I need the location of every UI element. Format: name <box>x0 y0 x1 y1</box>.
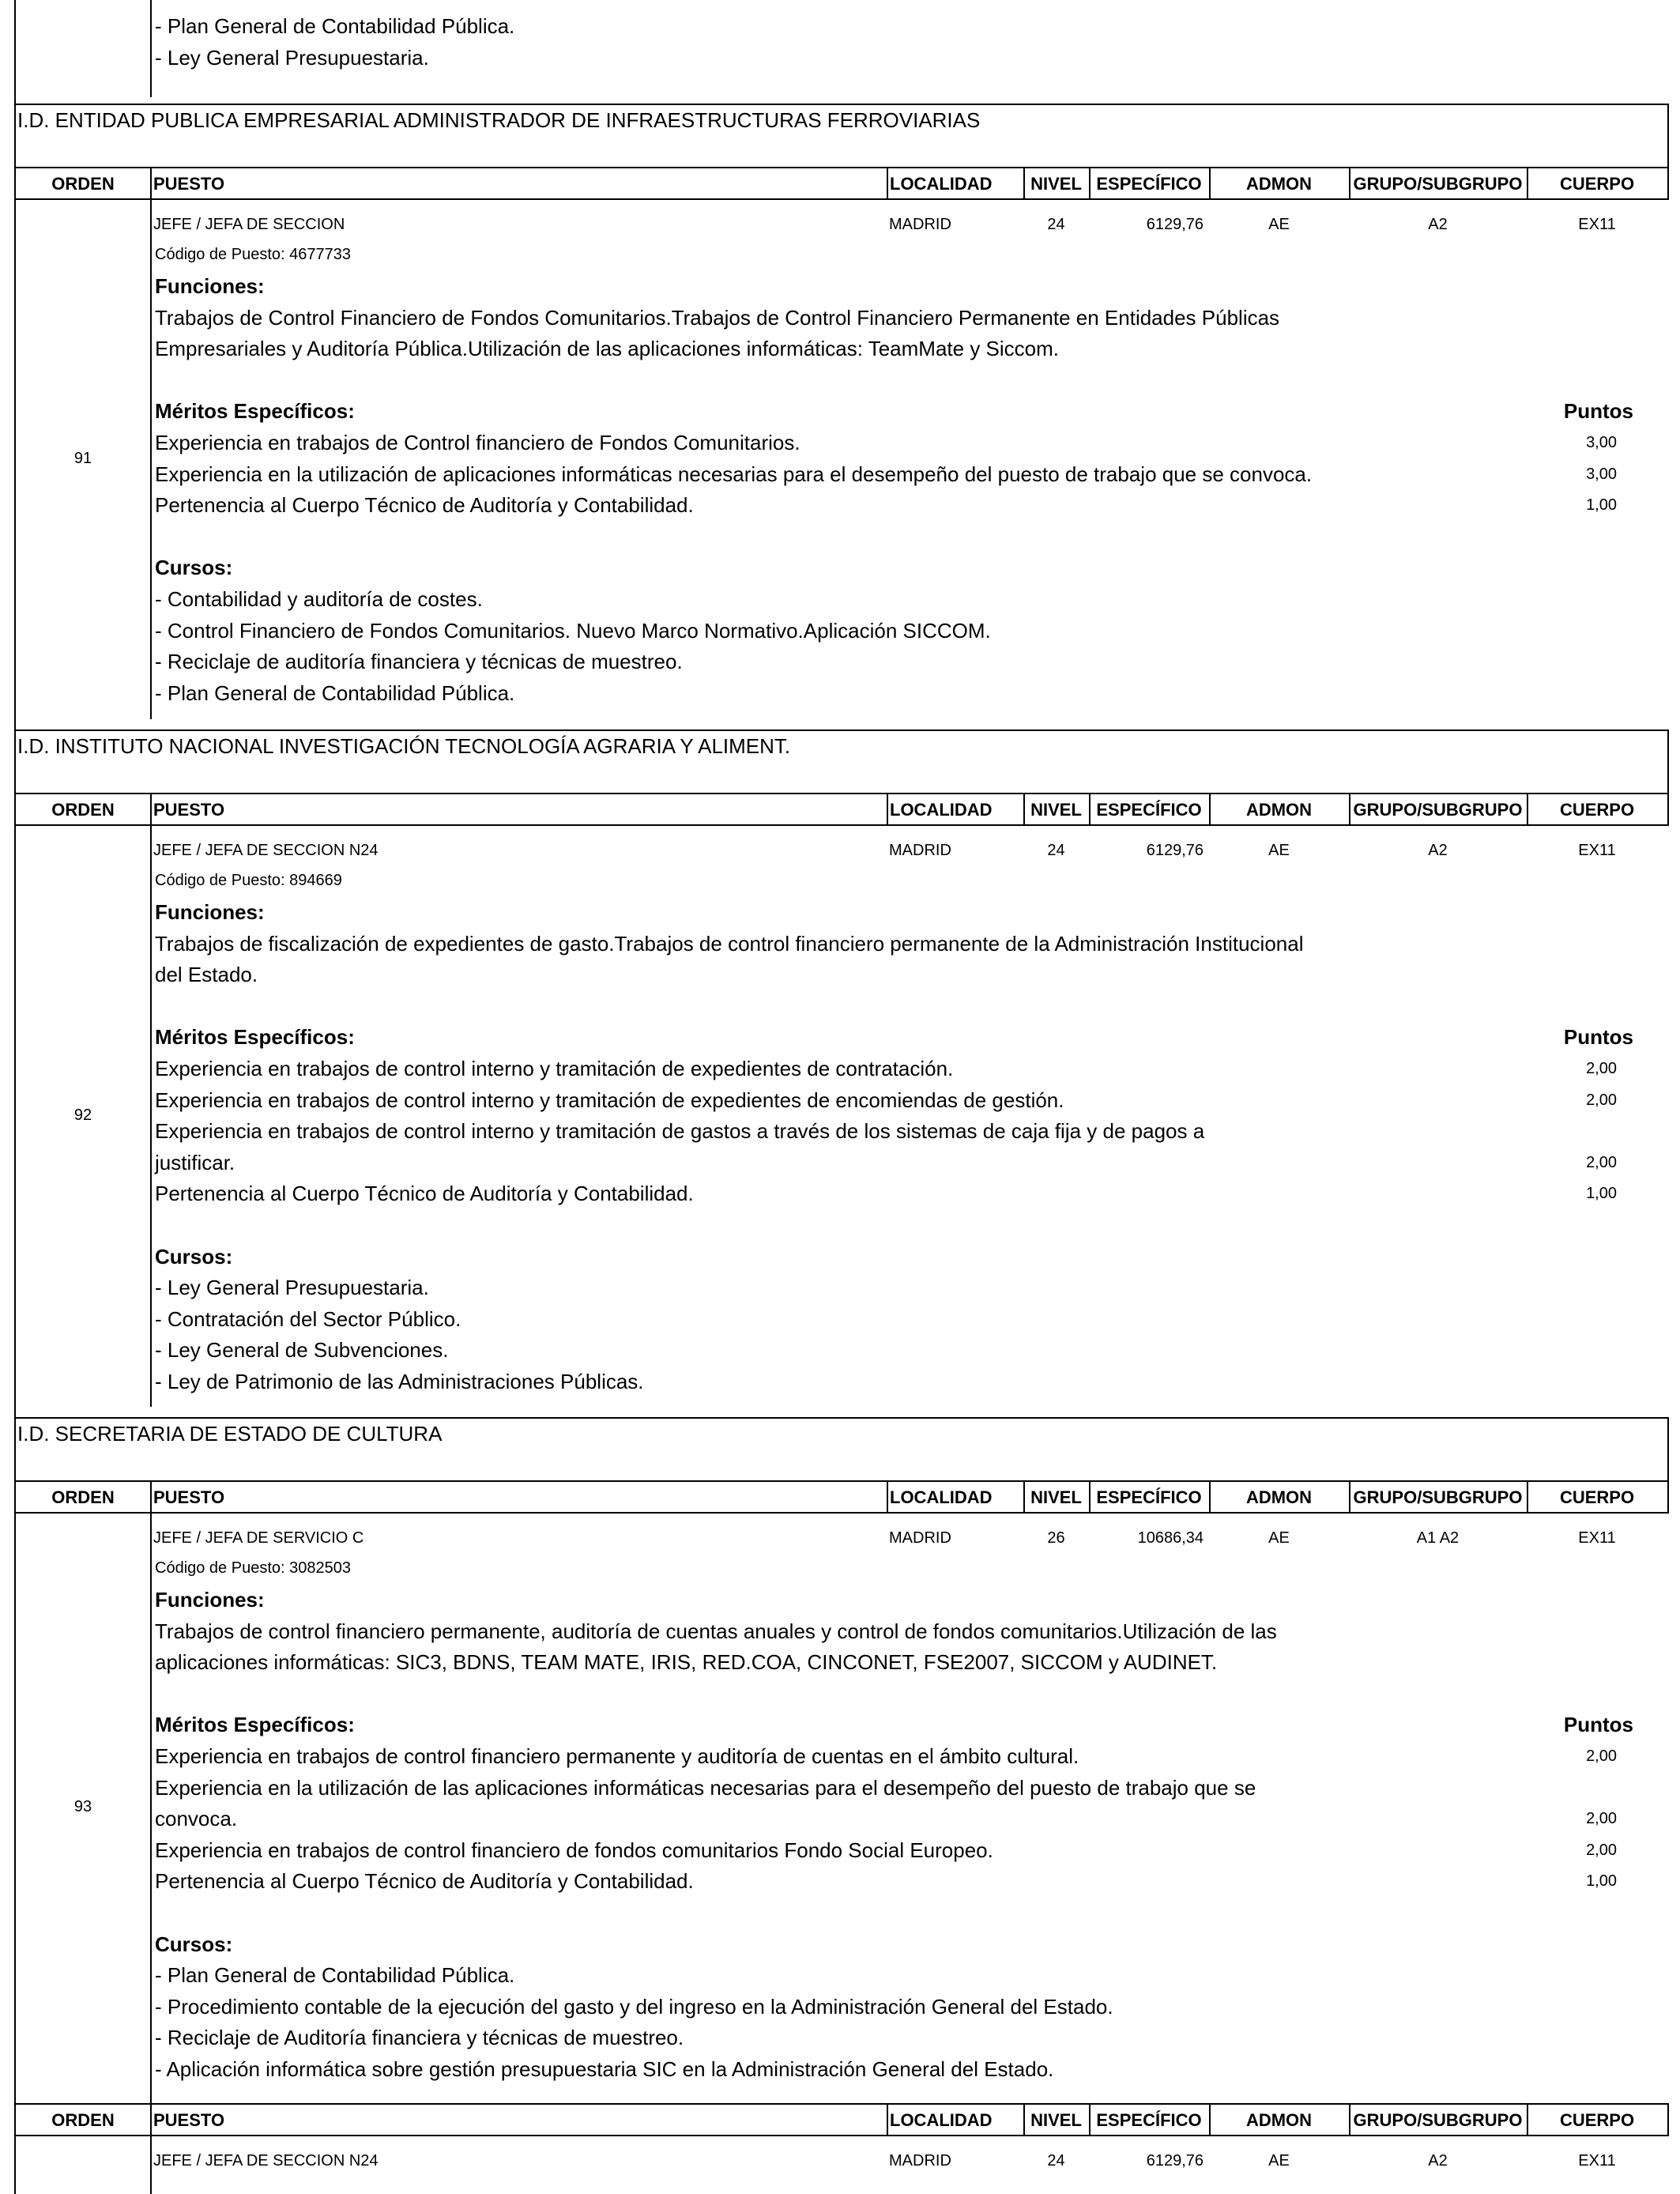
header-cuerpo: CUERPO <box>1559 800 1635 820</box>
header-col-separator <box>887 793 888 826</box>
header-col-separator <box>887 1480 888 1514</box>
header-col-separator <box>1209 167 1211 200</box>
header-col-separator <box>1527 793 1528 826</box>
course-line: - Ley General Presupuestaria. <box>155 46 429 70</box>
header-col-separator <box>1023 167 1025 200</box>
header-col-separator <box>1527 2103 1528 2136</box>
header-row-top-rule <box>16 1480 1667 1482</box>
merito-text: Experiencia en la utilización de las aplicaciones informáticas necesarias para el desempeño del puesto de trabajo que se <box>155 1775 1256 1800</box>
header-col-separator <box>150 1480 152 1514</box>
section-title: I.D. INSTITUTO NACIONAL INVESTIGACIÓN TECNOLOGÍA AGRARIA Y ALIMENT. <box>17 734 791 758</box>
right-border <box>1667 793 1669 826</box>
header-nivel: NIVEL <box>1030 174 1082 194</box>
header-col-separator <box>1349 1480 1350 1514</box>
especifico-value: 6129,76 <box>1146 842 1203 859</box>
course-line: - Ley General de Subvenciones. <box>155 1338 449 1363</box>
header-cuerpo: CUERPO <box>1559 174 1635 194</box>
header-admon: ADMON <box>1245 2110 1313 2130</box>
orden-number: 91 <box>73 449 92 467</box>
header-row-top-rule <box>16 793 1667 794</box>
cursos-label: Cursos: <box>155 1244 233 1269</box>
header-orden: ORDEN <box>51 1487 115 1507</box>
nivel-value: 26 <box>1047 1529 1065 1547</box>
section-title-top-rule <box>16 104 1667 105</box>
course-line: - Reciclaje de Auditoría financiera y técnicas de muestreo. <box>155 2026 684 2050</box>
orden-number: 93 <box>73 1798 92 1815</box>
cursos-label: Cursos: <box>155 556 233 580</box>
header-col-separator <box>1527 1480 1528 1514</box>
puesto-value: JEFE / JEFA DE SECCION <box>153 216 345 233</box>
puntos-label: Puntos <box>1563 399 1633 424</box>
localidad-value: MADRID <box>889 842 951 859</box>
outer-left-border <box>14 0 16 2194</box>
header-especifico: ESPECÍFICO <box>1096 2110 1202 2130</box>
header-col-separator <box>1349 2103 1350 2136</box>
admon-value: AE <box>1268 842 1290 859</box>
header-col-separator <box>150 2103 152 2136</box>
puesto-value: JEFE / JEFA DE SECCION N24 <box>153 842 379 859</box>
admon-value: AE <box>1268 1529 1290 1547</box>
merito-text: convoca. <box>155 1807 238 1831</box>
content-separator <box>150 1512 152 2103</box>
course-line: - Procedimiento contable de la ejecución del gasto y del ingreso en la Administración General del Estado. <box>155 1994 1113 2019</box>
header-col-separator <box>1527 167 1528 200</box>
merito-text: Experiencia en trabajos de control interno y tramitación de gastos a través de los sistemas de caja fija y de pagos a <box>155 1119 1205 1144</box>
header-admon: ADMON <box>1245 1487 1313 1507</box>
merito-puntos: 2,00 <box>1586 1747 1617 1765</box>
header-especifico: ESPECÍFICO <box>1096 1487 1202 1507</box>
header-row-bottom-rule <box>16 824 1667 826</box>
course-line: - Ley de Patrimonio de las Administraciones Públicas. <box>155 1370 644 1393</box>
admon-value: AE <box>1268 2152 1290 2169</box>
header-cuerpo: CUERPO <box>1559 2110 1635 2130</box>
header-grupo-subgrupo: GRUPO/SUBGRUPO <box>1353 174 1523 194</box>
header-col-separator <box>1023 1480 1025 1514</box>
content-separator <box>150 2135 152 2194</box>
header-localidad: LOCALIDAD <box>890 1487 993 1507</box>
header-grupo-subgrupo: GRUPO/SUBGRUPO <box>1353 2110 1523 2130</box>
grupo-subgrupo-value: A2 <box>1428 2152 1448 2169</box>
grupo-subgrupo-value: A1 A2 <box>1416 1529 1460 1547</box>
puntos-label: Puntos <box>1563 1025 1633 1050</box>
grupo-subgrupo-value: A2 <box>1428 216 1448 233</box>
header-puesto: PUESTO <box>153 174 225 194</box>
header-admon: ADMON <box>1245 800 1313 820</box>
localidad-value: MADRID <box>889 1529 951 1547</box>
header-col-separator <box>1089 1480 1090 1514</box>
header-especifico: ESPECÍFICO <box>1096 800 1202 820</box>
header-grupo-subgrupo: GRUPO/SUBGRUPO <box>1353 1487 1523 1507</box>
header-col-separator <box>150 793 152 826</box>
merito-puntos: 1,00 <box>1586 1185 1617 1203</box>
funciones-text: Empresariales y Auditoría Pública.Utilización de las aplicaciones informáticas: TeamMate y Siccom. <box>155 337 1060 361</box>
localidad-value: MADRID <box>889 216 951 233</box>
course-line: - Plan General de Contabilidad Pública. <box>155 680 515 705</box>
header-orden: ORDEN <box>51 2110 115 2130</box>
funciones-text: Trabajos de Control Financiero de Fondos Comunitarios.Trabajos de Control Financiero Permanente en Entidades Públicas <box>155 305 1280 330</box>
codigo-de-puesto: Código de Puesto: 894669 <box>155 872 342 889</box>
merito-puntos: 2,00 <box>1586 1810 1617 1828</box>
header-col-separator <box>1209 793 1211 826</box>
merito-text: justificar. <box>155 1150 235 1174</box>
merito-text: Experiencia en trabajos de control interno y tramitación de expedientes de contratación. <box>155 1057 954 1080</box>
merito-text: Pertenencia al Cuerpo Técnico de Auditoría y Contabilidad. <box>155 1182 694 1206</box>
localidad-value: MADRID <box>889 2152 951 2169</box>
codigo-de-puesto: Código de Puesto: 3082503 <box>155 1559 351 1577</box>
header-col-separator <box>1089 2103 1090 2136</box>
section-title-top-rule <box>16 1417 1667 1419</box>
header-col-separator <box>1349 793 1350 826</box>
merito-puntos: 2,00 <box>1586 1153 1617 1171</box>
header-localidad: LOCALIDAD <box>890 174 993 194</box>
merito-puntos: 2,00 <box>1586 1091 1617 1109</box>
section-title-right-border <box>1667 1417 1669 1482</box>
header-col-separator <box>887 167 888 200</box>
header-col-separator <box>1209 1480 1211 1514</box>
especifico-value: 6129,76 <box>1146 216 1203 233</box>
meritos-label: Méritos Específicos: <box>155 1025 355 1050</box>
funciones-label: Funciones: <box>155 1588 265 1612</box>
header-col-separator <box>1209 2103 1211 2136</box>
meritos-label: Méritos Específicos: <box>155 1713 355 1737</box>
header-especifico: ESPECÍFICO <box>1096 174 1202 194</box>
merito-puntos: 2,00 <box>1586 1841 1617 1859</box>
codigo-de-puesto: Código de Puesto: 4677733 <box>155 246 351 263</box>
merito-text: Experiencia en trabajos de Control financiero de Fondos Comunitarios. <box>155 431 800 454</box>
funciones-label: Funciones: <box>155 900 265 924</box>
cuerpo-value: EX11 <box>1578 842 1616 859</box>
funciones-text: Trabajos de control financiero permanente, auditoría de cuentas anuales y control de fondos comunitarios.Utilización de las <box>155 1619 1277 1643</box>
header-puesto: PUESTO <box>153 1487 225 1507</box>
course-line: - Reciclaje de auditoría financiera y técnicas de muestreo. <box>155 650 683 674</box>
nivel-value: 24 <box>1047 842 1065 859</box>
header-grupo-subgrupo: GRUPO/SUBGRUPO <box>1353 800 1523 820</box>
nivel-value: 24 <box>1047 2152 1065 2169</box>
grupo-subgrupo-value: A2 <box>1428 842 1448 859</box>
header-nivel: NIVEL <box>1030 2110 1082 2130</box>
header-nivel: NIVEL <box>1030 800 1082 820</box>
section-title: I.D. SECRETARIA DE ESTADO DE CULTURA <box>17 1422 443 1446</box>
header-col-separator <box>1023 2103 1025 2136</box>
nivel-value: 24 <box>1047 216 1065 233</box>
section-title-right-border <box>1667 729 1669 794</box>
puesto-value: JEFE / JEFA DE SERVICIO C <box>153 1529 364 1547</box>
merito-text: Pertenencia al Cuerpo Técnico de Auditoría y Contabilidad. <box>155 1869 694 1894</box>
especifico-value: 10686,34 <box>1137 1529 1203 1547</box>
funciones-text: del Estado. <box>155 963 258 987</box>
header-col-separator <box>150 167 152 200</box>
course-line: - Aplicación informática sobre gestión presupuestaria SIC en la Administración General del Estado. <box>155 2057 1054 2081</box>
merito-puntos: 1,00 <box>1586 496 1617 515</box>
course-line: - Control Financiero de Fondos Comunitarios. Nuevo Marco Normativo.Aplicación SICCOM. <box>155 618 991 643</box>
cuerpo-value: EX11 <box>1578 2152 1616 2169</box>
section-title-right-border <box>1667 104 1669 168</box>
merito-text: Experiencia en la utilización de aplicaciones informáticas necesarias para el desempeño del puesto de trabajo que se convoca. <box>155 462 1313 486</box>
header-col-separator <box>887 2103 888 2136</box>
content-separator <box>150 824 152 1407</box>
especifico-value: 6129,76 <box>1146 2152 1203 2169</box>
puntos-label: Puntos <box>1563 1713 1633 1737</box>
merito-puntos: 2,00 <box>1586 1060 1617 1077</box>
content-separator <box>150 0 152 97</box>
header-cuerpo: CUERPO <box>1559 1487 1635 1507</box>
header-row-bottom-rule <box>16 198 1667 200</box>
header-localidad: LOCALIDAD <box>890 800 993 820</box>
header-admon: ADMON <box>1245 174 1313 194</box>
course-line: - Plan General de Contabilidad Pública. <box>155 1963 515 1988</box>
header-puesto: PUESTO <box>153 800 225 820</box>
right-border <box>1667 2103 1669 2136</box>
section-title: I.D. ENTIDAD PUBLICA EMPRESARIAL ADMINISTRADOR DE INFRAESTRUCTURAS FERROVIARIAS <box>17 108 981 132</box>
course-line: - Ley General Presupuestaria. <box>155 1276 429 1300</box>
header-localidad: LOCALIDAD <box>890 2110 993 2130</box>
course-line: - Contabilidad y auditoría de costes. <box>155 587 483 611</box>
puesto-value: JEFE / JEFA DE SECCION N24 <box>153 2152 379 2169</box>
section-title-top-rule <box>16 729 1667 731</box>
merito-puntos: 1,00 <box>1586 1872 1617 1891</box>
merito-text: Experiencia en trabajos de control interno y tramitación de expedientes de encomiendas de gestión. <box>155 1088 1064 1112</box>
header-nivel: NIVEL <box>1030 1487 1082 1507</box>
course-line: - Plan General de Contabilidad Pública. <box>155 14 515 38</box>
funciones-text: Trabajos de fiscalización de expedientes de gasto.Trabajos de control financiero permanente de la Administración Institucional <box>155 931 1304 956</box>
cuerpo-value: EX11 <box>1578 216 1616 233</box>
header-row-bottom-rule <box>16 2135 1667 2136</box>
right-border <box>1667 1480 1669 1514</box>
header-col-separator <box>1023 793 1025 826</box>
header-col-separator <box>1089 793 1090 826</box>
admon-value: AE <box>1268 216 1290 233</box>
header-puesto: PUESTO <box>153 2110 225 2130</box>
header-row-top-rule <box>16 2103 1667 2105</box>
funciones-label: Funciones: <box>155 274 265 298</box>
header-orden: ORDEN <box>51 174 115 194</box>
cuerpo-value: EX11 <box>1578 1529 1616 1547</box>
header-col-separator <box>1089 167 1090 200</box>
cursos-label: Cursos: <box>155 1932 233 1956</box>
merito-text: Experiencia en trabajos de control financiero de fondos comunitarios Fondo Social Europeo. <box>155 1838 993 1862</box>
funciones-text: aplicaciones informáticas: SIC3, BDNS, TEAM MATE, IRIS, RED.COA, CINCONET, FSE2007, SICCOM y AUDINET. <box>155 1650 1218 1675</box>
merito-text: Experiencia en trabajos de control financiero permanente y auditoría de cuentas en el ámbito cultural. <box>155 1744 1079 1768</box>
merito-text: Pertenencia al Cuerpo Técnico de Auditoría y Contabilidad. <box>155 493 694 518</box>
orden-number: 92 <box>73 1106 92 1124</box>
header-row-top-rule <box>16 167 1667 168</box>
header-row-bottom-rule <box>16 1512 1667 1514</box>
merito-puntos: 3,00 <box>1586 434 1617 451</box>
meritos-label: Méritos Específicos: <box>155 399 355 424</box>
course-line: - Contratación del Sector Público. <box>155 1306 461 1331</box>
content-separator <box>150 198 152 719</box>
header-col-separator <box>1349 167 1350 200</box>
merito-puntos: 3,00 <box>1586 465 1617 483</box>
header-orden: ORDEN <box>51 800 115 820</box>
right-border <box>1667 167 1669 200</box>
